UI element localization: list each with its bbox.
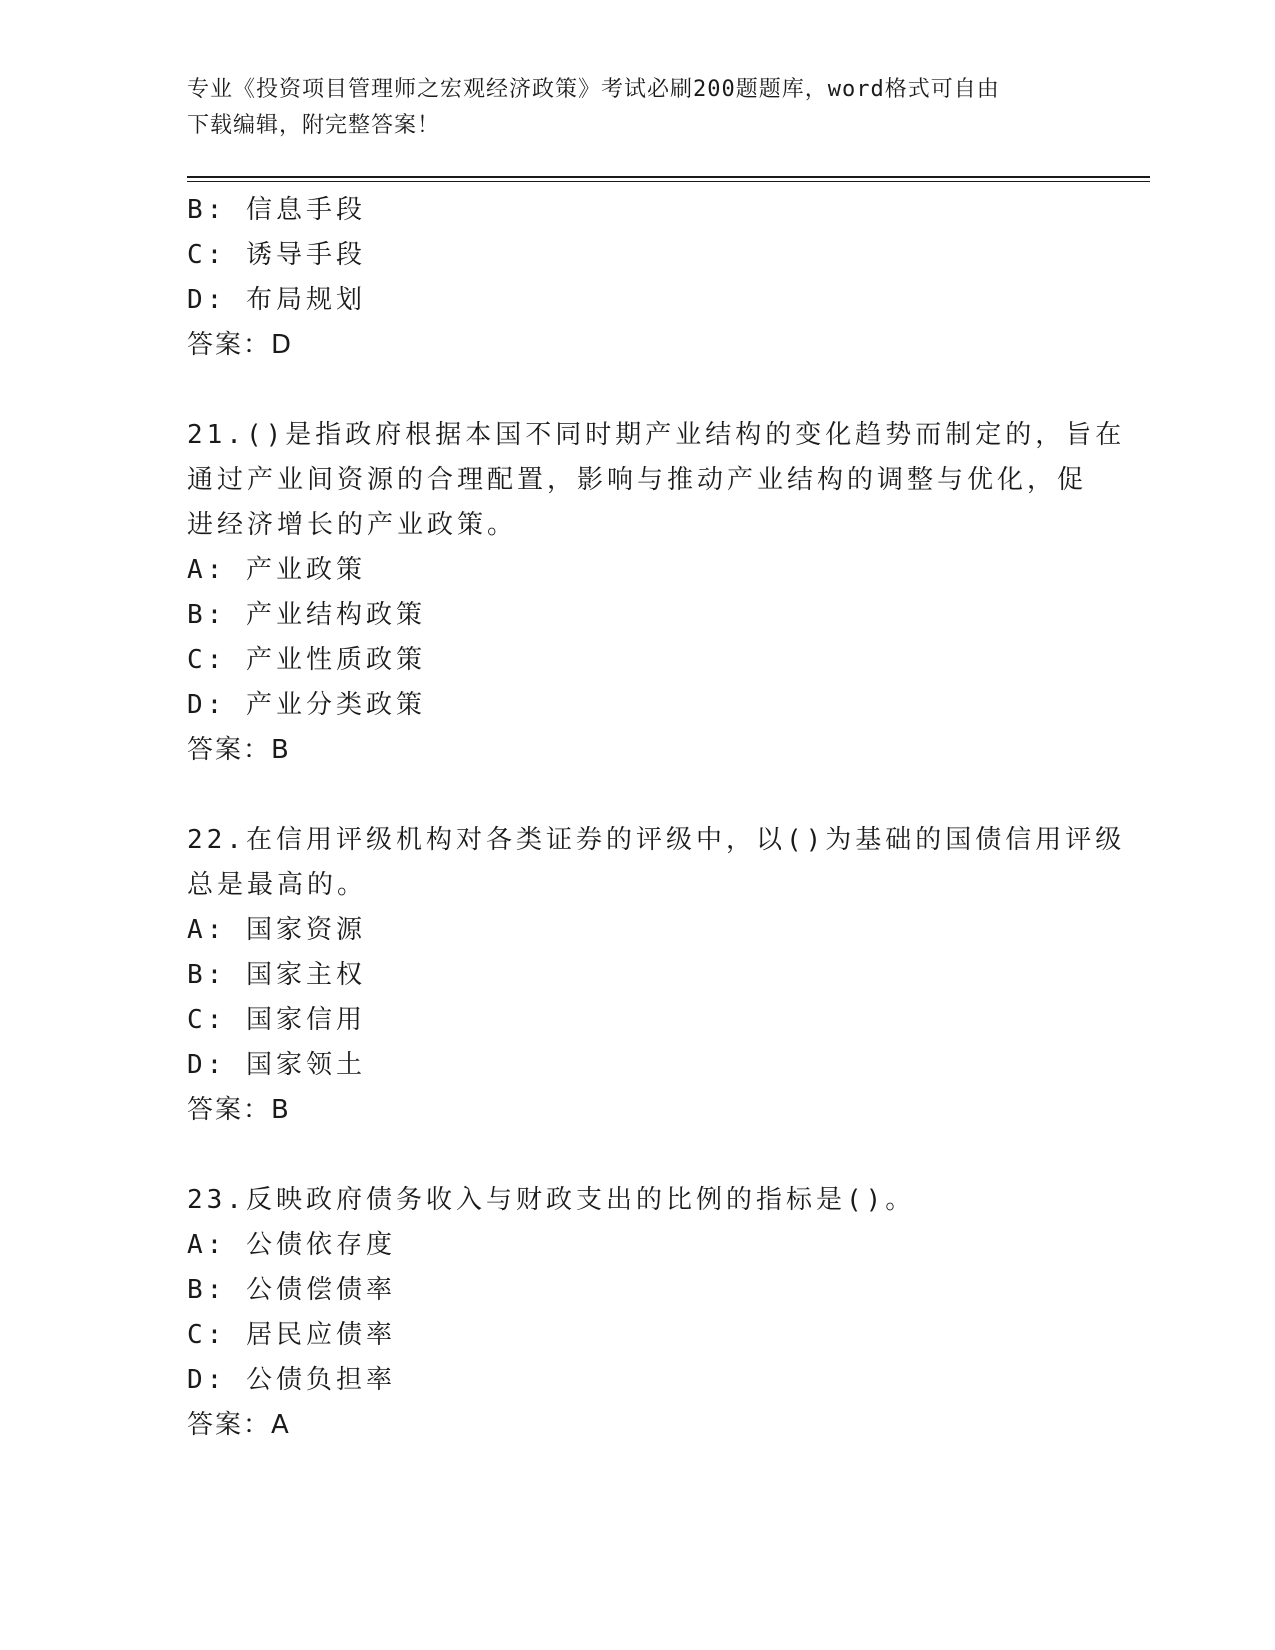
question-list	[187, 188, 1126, 1448]
answer-line: 答案：B	[187, 1095, 291, 1125]
option-b: B: 产业结构政策	[187, 600, 426, 630]
document-header	[187, 72, 1067, 144]
option-a: A: 公债依存度	[187, 1230, 396, 1260]
question-stem-line: 进经济增长的产业政策。	[187, 510, 518, 540]
header-divider-thin	[187, 181, 1150, 182]
option-d: D: 国家领土	[187, 1050, 366, 1080]
header-line-2: 下载编辑，附完整答案！	[187, 113, 441, 138]
option-d: D: 产业分类政策	[187, 690, 426, 720]
option-b: B: 国家主权	[187, 960, 366, 990]
question-23	[187, 1178, 1087, 1448]
question-stem-line: 通过产业间资源的合理配置，影响与推动产业结构的调整与优化，促	[187, 465, 1088, 495]
header-divider-thick	[187, 176, 1150, 178]
spacer	[187, 368, 1087, 413]
spacer	[187, 773, 1087, 818]
spacer	[187, 1133, 1087, 1178]
answer-line: 答案：D	[187, 330, 294, 360]
question-stem-line: 总是最高的。	[187, 870, 368, 900]
option-b: B: 信息手段	[187, 195, 366, 225]
option-c: C: 诱导手段	[187, 240, 366, 270]
option-a: A: 产业政策	[187, 555, 366, 585]
option-d: D: 公债负担率	[187, 1365, 396, 1395]
question-stem-line: 22.在信用评级机构对各类证券的评级中，以()为基础的国债信用评级	[187, 825, 1126, 855]
answer-line: 答案：A	[187, 1410, 291, 1440]
option-a: A: 国家资源	[187, 915, 366, 945]
question-21	[187, 413, 1126, 773]
question-20-tail	[187, 188, 1087, 368]
option-c: C: 国家信用	[187, 1005, 366, 1035]
option-b: B: 公债偿债率	[187, 1275, 396, 1305]
header-line-1: 专业《投资项目管理师之宏观经济政策》考试必刷200题题库，word格式可自由	[187, 77, 1000, 102]
option-c: C: 产业性质政策	[187, 645, 426, 675]
option-d: D: 布局规划	[187, 285, 366, 315]
answer-line: 答案：B	[187, 735, 291, 765]
question-stem-line: 21.()是指政府根据本国不同时期产业结构的变化趋势而制定的，旨在	[187, 420, 1126, 450]
question-stem-line: 23.反映政府债务收入与财政支出的比例的指标是()。	[187, 1185, 916, 1215]
option-c: C: 居民应债率	[187, 1320, 396, 1350]
question-22	[187, 818, 1126, 1133]
